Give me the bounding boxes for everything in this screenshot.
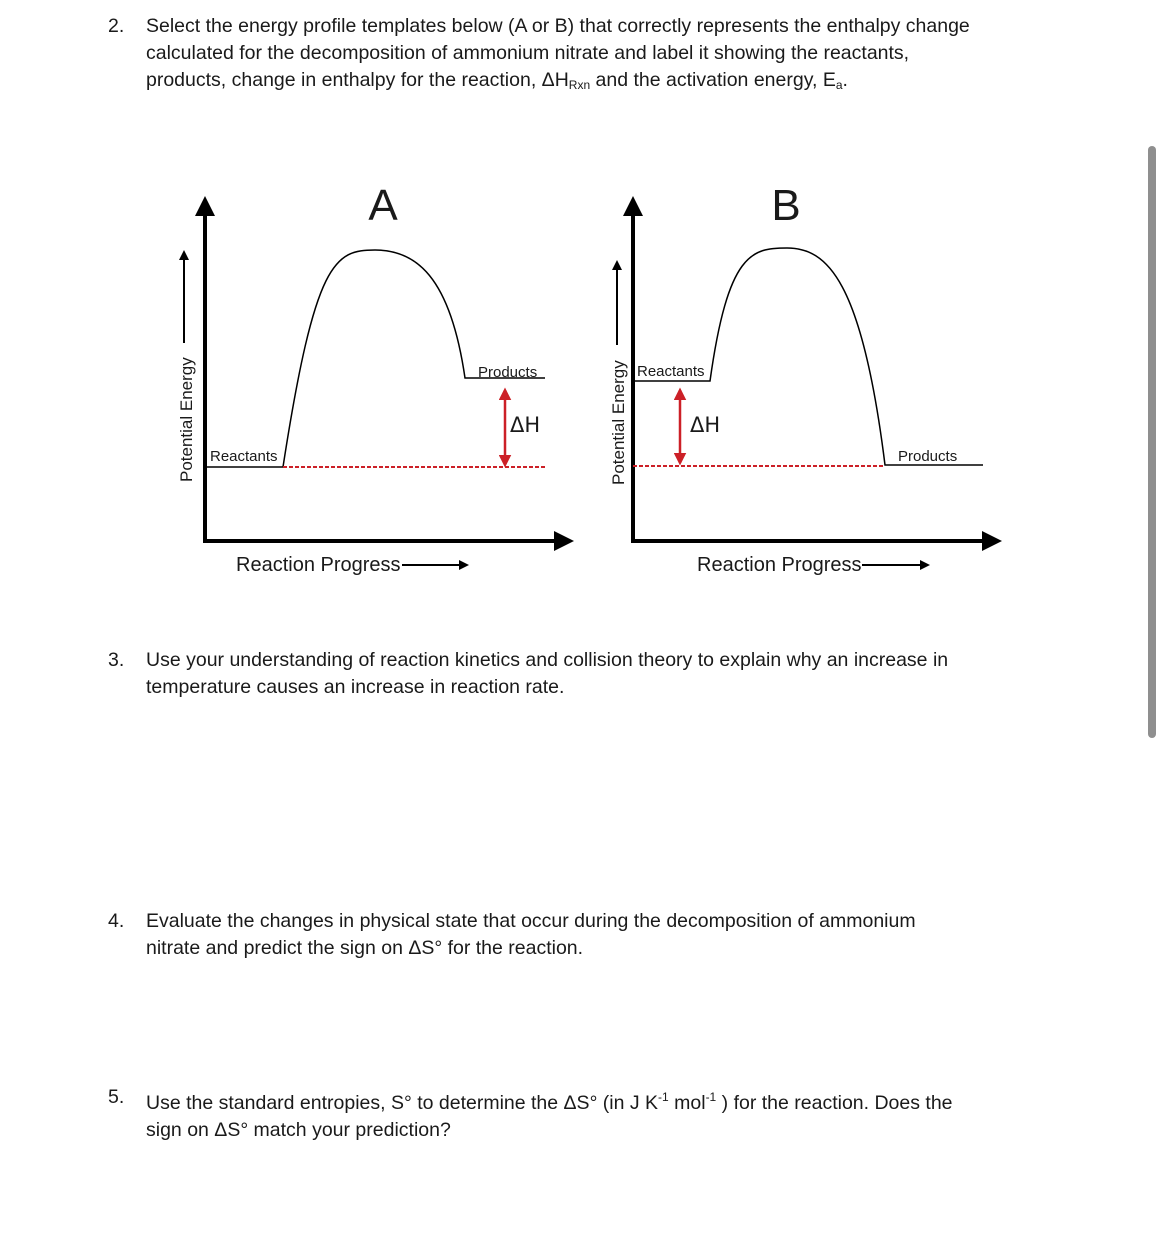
text-segment: Use the standard entropies, S° to determine the ΔS° (in J K	[146, 1092, 659, 1114]
text-segment: products, change in enthalpy for the reaction, ΔH	[146, 69, 569, 91]
products-label: Products	[898, 448, 958, 465]
x-axis-label: Reaction Progress	[697, 554, 862, 576]
diagram-title: A	[368, 181, 398, 230]
question-text	[146, 1084, 1046, 1144]
reactants-label: Reactants	[637, 363, 705, 380]
question-line	[146, 1084, 1046, 1117]
reactants-label: Reactants	[210, 448, 278, 465]
question-number: 2.	[108, 15, 125, 37]
question-line: temperature causes an increase in reaction rate.	[146, 676, 565, 698]
superscript-mol: -1	[705, 1090, 717, 1104]
subscript-a: a	[835, 78, 843, 92]
delta-h-label: ΔH	[690, 413, 721, 437]
energy-curve	[205, 250, 545, 467]
diagram-title: B	[771, 181, 801, 230]
question-number: 3.	[108, 649, 125, 671]
superscript-k: -1	[658, 1090, 669, 1104]
vertical-scrollbar[interactable]	[1148, 146, 1156, 738]
y-axis-label: Potential Energy	[177, 357, 196, 482]
question-text	[146, 908, 1046, 962]
question-text	[146, 13, 1046, 99]
energy-curve	[633, 248, 983, 465]
question-line: Use your understanding of reaction kinetics and collision theory to explain why an increase in	[146, 649, 949, 671]
question-line: nitrate and predict the sign on ΔS° for the reaction.	[146, 937, 584, 959]
text-segment: .	[842, 69, 848, 91]
diagram-a	[177, 181, 570, 576]
delta-h-label: ΔH	[510, 413, 541, 437]
question-line: Select the energy profile templates below (A or B) that correctly represents the enthalpy change	[146, 15, 970, 37]
question-line: calculated for the decomposition of ammonium nitrate and label it showing the reactants,	[146, 42, 910, 64]
subscript-rxn: Rxn	[568, 78, 591, 92]
diagram-b	[609, 181, 998, 576]
text-segment: ) for the reaction. Does the	[716, 1092, 953, 1114]
question-line: Evaluate the changes in physical state that occur during the decomposition of ammonium	[146, 910, 916, 932]
text-segment: and the activation energy, E	[590, 69, 836, 91]
y-axis-label: Potential Energy	[609, 360, 628, 485]
question-line	[146, 67, 1046, 99]
question-text	[146, 647, 1046, 701]
products-label: Products	[478, 364, 538, 381]
x-axis-label: Reaction Progress	[236, 554, 401, 576]
text-segment: mol	[668, 1092, 706, 1114]
question-line: sign on ΔS° match your prediction?	[146, 1119, 451, 1141]
question-number: 4.	[108, 910, 125, 932]
energy-profile-diagrams	[0, 160, 1167, 600]
question-number: 5.	[108, 1086, 125, 1108]
